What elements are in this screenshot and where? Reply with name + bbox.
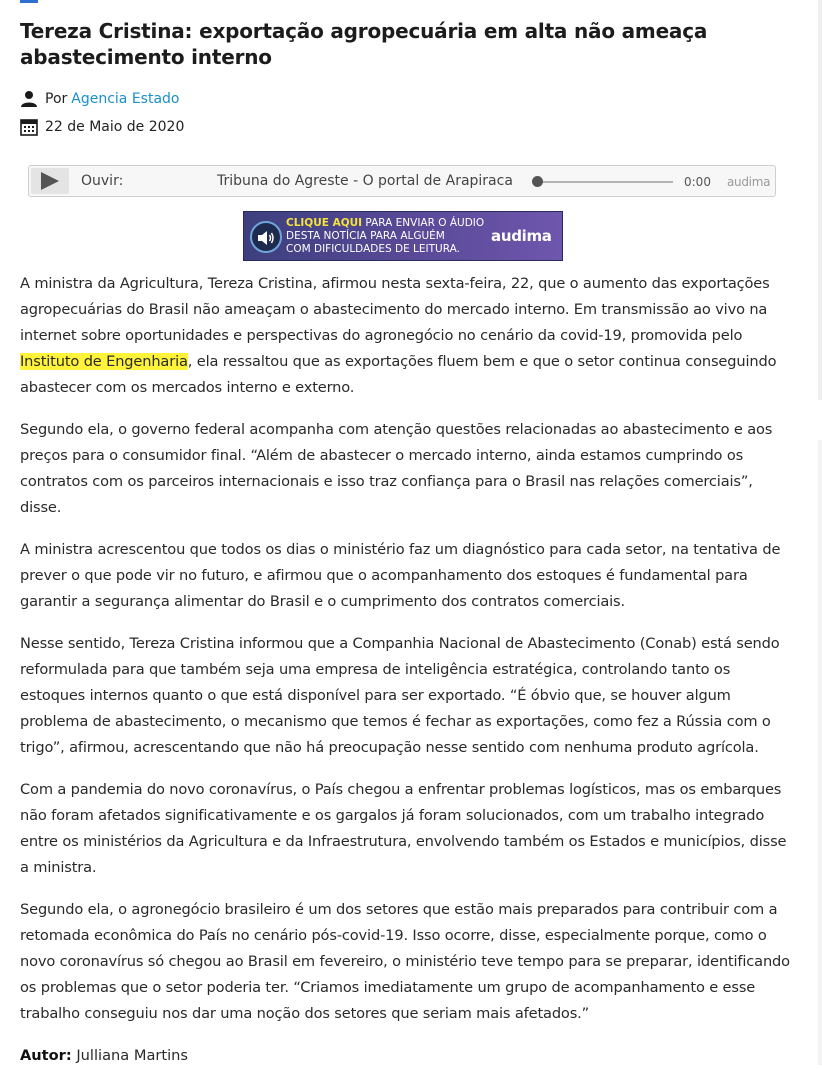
paragraph-5: Com a pandemia do novo coronavírus, o País chegou a enfrentar problemas logísticos, mas os embarques não foram afetados significativamente e os gargalos já foram solucionados, com um trabalho integrado entre os ministérios da Agricultura e da Infraestrutura, envolvendo também os Estados e municípios, disse a ministra. [20, 781, 787, 876]
player-brand-logo[interactable]: audima [727, 175, 771, 189]
scrollbar-track[interactable] [818, 0, 822, 400]
audima-share-banner[interactable] [243, 211, 563, 261]
banner-logo: audima [491, 227, 552, 245]
top-accent-bar [20, 0, 38, 3]
article-byline [20, 1043, 790, 1069]
banner-line1: PARA ENVIAR O ÁUDIO [365, 217, 485, 229]
speaker-icon [250, 221, 282, 253]
publish-date: 22 de Maio de 2020 [45, 119, 185, 135]
date-row [20, 118, 184, 136]
progress-track[interactable] [537, 181, 673, 183]
player-label: Ouvir: [81, 173, 124, 189]
player-station-title: Tribuna do Agreste - O portal de Arapiraca [217, 173, 513, 189]
instituto-engenharia-link[interactable]: Instituto de Engenharia [20, 353, 188, 370]
calendar-icon [20, 118, 38, 136]
byline-name: Julliana Martins [76, 1047, 189, 1064]
play-icon [39, 171, 61, 191]
banner-text [286, 217, 486, 256]
banner-highlight: CLIQUE AQUI [286, 217, 363, 229]
byline-label: Autor: [20, 1047, 72, 1064]
progress-handle[interactable] [532, 176, 543, 187]
scrollbar-track-lower[interactable] [818, 440, 822, 1065]
banner-line2: DESTA NOTÍCIA PARA ALGUÉM [286, 230, 445, 242]
author-link[interactable]: Agencia Estado [71, 91, 180, 107]
article-body [20, 271, 790, 1069]
banner-line3: COM DIFICULDADES DE LEITURA. [286, 243, 460, 255]
player-time: 0:00 [684, 175, 711, 189]
author-prefix: Por [45, 91, 68, 107]
user-icon [20, 90, 38, 108]
article-title: Tereza Cristina: exportação agropecuária em alta não ameaça abastecimento interno [20, 19, 708, 69]
paragraph-1-start: A ministra da Agricultura, Tereza Cristina, afirmou nesta sexta-feira, 22, que o aumento das exportações agropecuárias do Brasil não ameaçam o abastecimento do mercado interno. Em transmissão ao vivo na internet sobre oportunidades e perspectivas do agronegócio no cenário da covid-19, promovida pelo [20, 275, 770, 344]
paragraph-1 [20, 271, 790, 401]
paragraph-6: Segundo ela, o agronegócio brasileiro é um dos setores que estão mais preparados para contribuir com a retomada econômica do País no cenário pós-covid-19. Isso ocorre, disse, especialmente porque, como o novo coronavírus só chegou ao Brasil em fevereiro, o ministério teve tempo para se preparar, identificando os problemas que o setor poderia ter. “Criamos imediatamente um grupo de acompanhamento e esse trabalho conseguiu nos dar uma noção dos setores que seriam mais afetados.” [20, 901, 790, 1022]
play-button[interactable] [31, 168, 69, 194]
paragraph-2: Segundo ela, o governo federal acompanha com atenção questões relacionadas ao abastecimento e aos preços para o consumidor final. “Além de abastecer o mercado interno, ainda estamos cumprindo os contratos com os parceiros internacionais e isso traz confiança para o Brasil nas relações comerciais”, disse. [20, 421, 773, 516]
paragraph-3: A ministra acrescentou que todos os dias o ministério faz um diagnóstico para cada setor, na tentativa de prever o que pode vir no futuro, e afirmou que o acompanhamento dos estoques é fundamental para garantir a segurança alimentar do Brasil e o cumprimento dos contratos comerciais. [20, 541, 781, 610]
author-row [20, 90, 180, 108]
paragraph-4: Nesse sentido, Tereza Cristina informou que a Companhia Nacional de Abastecimento (Conab) está sendo reformulada para que também seja uma empresa de inteligência estratégica, controlando tanto os estoques internos quanto o que está disponível para ser exportado. “É óbvio que, se houver algum problema de abastecimento, o mecanismo que temos é fechar as exportações, como fez a Rússia com o trigo”, afirmou, acrescentando que não há preocupação nesse sentido com nenhuma produto agrícola. [20, 635, 780, 756]
paragraph-1-end: , ela ressaltou que as exportações fluem bem e que o setor continua conseguindo abastecer com os mercados interno e externo. [20, 353, 777, 396]
audio-player [28, 165, 776, 197]
